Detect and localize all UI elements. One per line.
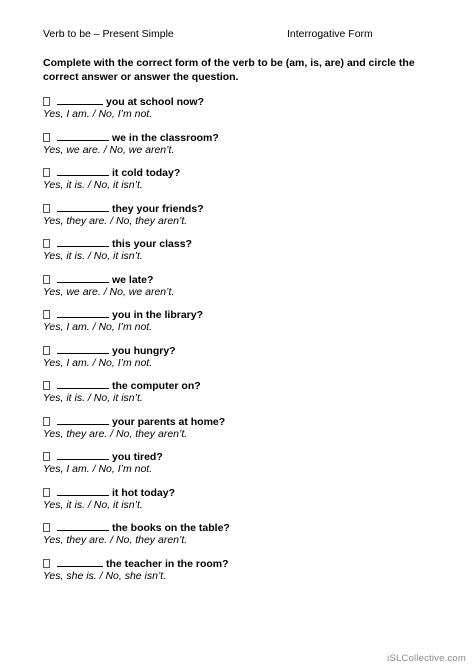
instructions: Complete with the correct form of the verb to be (am, is, are) and circle the correct answer or answer the question.	[43, 57, 415, 83]
bullet-box-icon	[43, 239, 50, 248]
bullet-box-icon	[43, 346, 50, 355]
question-item	[43, 378, 443, 414]
question-item	[43, 307, 443, 343]
bullet-box-icon	[43, 310, 50, 319]
answer-blank[interactable]	[57, 556, 103, 567]
question-text: you tired?	[112, 451, 163, 463]
question-line	[43, 520, 443, 533]
answer-options[interactable]: Yes, it is. / No, it isn’t.	[43, 179, 143, 191]
question-item	[43, 449, 443, 485]
bullet-box-icon	[43, 133, 50, 142]
answer-blank[interactable]	[57, 449, 109, 460]
bullet-box-icon	[43, 488, 50, 497]
question-text: they your friends?	[112, 202, 204, 215]
answer-blank[interactable]	[57, 485, 109, 496]
answer-options[interactable]: Yes, I am. / No, I’m not.	[43, 321, 153, 333]
bullet-box-icon	[43, 275, 50, 284]
question-item	[43, 414, 443, 450]
question-text: your parents at home?	[112, 415, 226, 428]
answer-options[interactable]: Yes, I am. / No, I’m not.	[43, 463, 153, 475]
question-text: the books on the table?	[112, 522, 230, 534]
worksheet-header	[43, 28, 443, 42]
question-text: you at school now?	[106, 96, 205, 108]
bullet-box-icon	[43, 452, 50, 461]
question-text: the teacher in the room?	[106, 557, 229, 570]
question-text: you in the library?	[112, 309, 204, 321]
answer-options[interactable]: Yes, they are. / No, they aren’t.	[43, 534, 188, 546]
answer-blank[interactable]	[57, 414, 109, 425]
bullet-box-icon	[43, 417, 50, 426]
answer-options[interactable]: Yes, it is. / No, it isn’t.	[43, 392, 143, 404]
question-item	[43, 130, 443, 166]
bullet-box-icon	[43, 381, 50, 390]
answer-blank[interactable]	[57, 343, 109, 354]
question-line	[43, 165, 443, 178]
worksheet-topic: Verb to be – Present Simple	[43, 28, 174, 40]
question-text: the computer on?	[112, 380, 201, 392]
question-item	[43, 485, 443, 521]
question-line	[43, 414, 443, 427]
answer-options[interactable]: Yes, they are. / No, they aren’t.	[43, 427, 188, 440]
question-line	[43, 272, 443, 285]
answer-options[interactable]: Yes, we are. / No, we aren’t.	[43, 285, 175, 298]
answer-blank[interactable]	[57, 520, 109, 531]
question-line	[43, 378, 443, 391]
question-line	[43, 201, 443, 214]
question-line	[43, 485, 443, 498]
worksheet-form: Interrogative Form	[287, 28, 373, 40]
question-text: this your class?	[112, 238, 192, 250]
question-text: you hungry?	[112, 344, 176, 357]
question-item	[43, 165, 443, 201]
answer-options[interactable]: Yes, I am. / No, I’m not.	[43, 108, 153, 120]
answer-blank[interactable]	[57, 165, 109, 176]
question-line	[43, 236, 443, 249]
answer-blank[interactable]	[57, 307, 109, 318]
answer-options[interactable]: Yes, it is. / No, it isn’t.	[43, 498, 143, 511]
question-item	[43, 272, 443, 308]
question-text: we late?	[112, 273, 154, 286]
answer-options[interactable]: Yes, I am. / No, I’m not.	[43, 356, 153, 369]
question-line	[43, 307, 443, 320]
question-line	[43, 449, 443, 462]
bullet-box-icon	[43, 204, 50, 213]
question-item	[43, 556, 443, 592]
question-item	[43, 343, 443, 379]
answer-options[interactable]: Yes, we are. / No, we aren’t.	[43, 143, 175, 156]
bullet-box-icon	[43, 168, 50, 177]
question-item	[43, 201, 443, 237]
answer-blank[interactable]	[57, 378, 109, 389]
answer-options[interactable]: Yes, it is. / No, it isn’t.	[43, 250, 143, 262]
answer-options[interactable]: Yes, she is. / No, she isn’t.	[43, 569, 167, 582]
bullet-box-icon	[43, 97, 50, 106]
question-line	[43, 556, 443, 569]
question-text: we in the classroom?	[112, 131, 219, 144]
bullet-box-icon	[43, 559, 50, 568]
answer-options[interactable]: Yes, they are. / No, they aren’t.	[43, 214, 188, 227]
question-text: it cold today?	[112, 167, 181, 179]
question-item	[43, 520, 443, 556]
answer-blank[interactable]	[57, 236, 109, 247]
question-item	[43, 236, 443, 272]
question-list	[43, 94, 443, 591]
answer-blank[interactable]	[57, 272, 109, 283]
site-watermark: iSLCollective.com	[387, 653, 466, 664]
answer-blank[interactable]	[57, 201, 109, 212]
question-text: it hot today?	[112, 486, 175, 499]
answer-blank[interactable]	[57, 94, 103, 105]
bullet-box-icon	[43, 523, 50, 532]
question-line	[43, 94, 443, 107]
question-line	[43, 343, 443, 356]
answer-blank[interactable]	[57, 130, 109, 141]
question-item	[43, 94, 443, 130]
question-line	[43, 130, 443, 143]
